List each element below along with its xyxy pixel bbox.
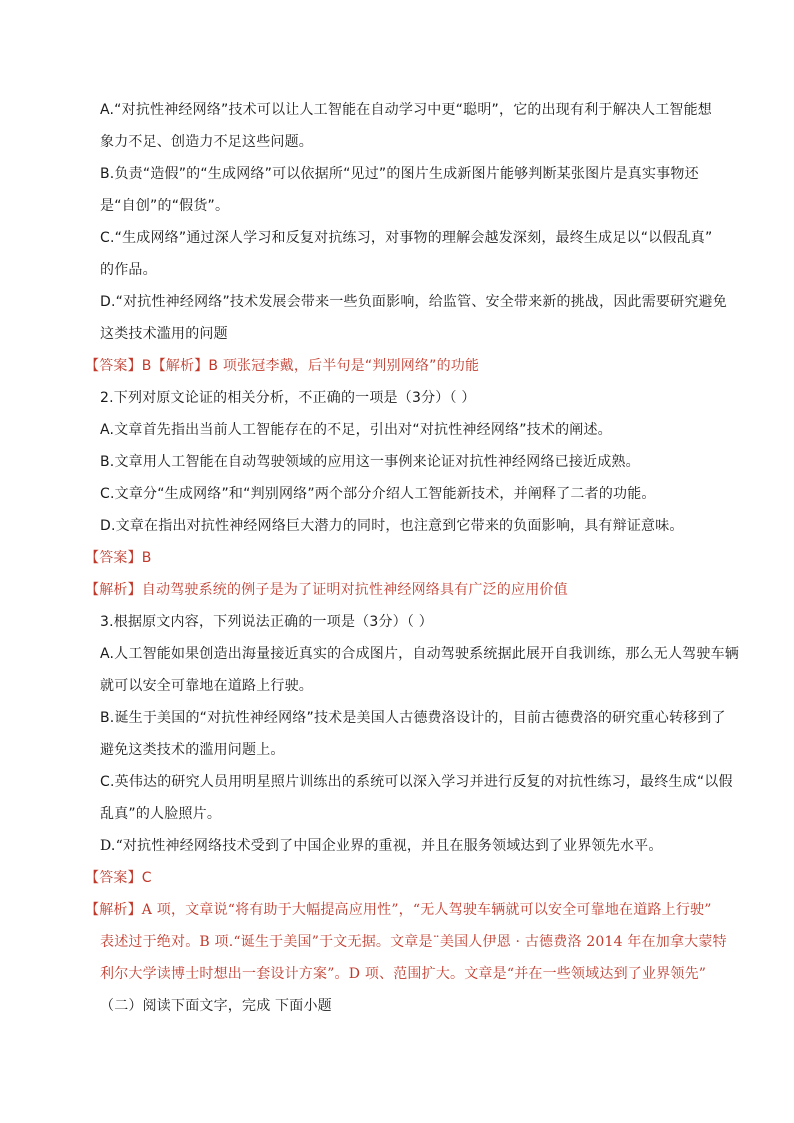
- q1-option-a-line2: 象力不足、创造力不足这些问题。: [100, 134, 313, 150]
- q2-analysis: 【解析】自动驾驶系统的例子是为了证明对抗性神经网络具有广泛的应用价值: [85, 582, 568, 598]
- q1-option-c-line1: C.“生成网络”通过深人学习和反复对抗练习，对事物的理解会越发深刻，最终生成足以“以假乱真”: [100, 230, 713, 246]
- q3-option-d: D.“对抗性神经网络技术受到了中国企业界的重视，并且在服务领域达到了业界领先水平。: [100, 838, 663, 854]
- q3-stem: 3.根据原文内容，下列说法正确的一项是（3分）（ ）: [100, 614, 433, 630]
- q3-analysis-line2: 表述过于绝对。B 项.“诞生于美国”于文无据。文章是¨美国人伊恩 · 古德费洛 2014 年在加拿大蒙特: [100, 934, 727, 950]
- q3-option-c-line1: C.英伟达的研究人员用明星照片训练出的系统可以深入学习并进行反复的对抗性练习，最终生成“以假: [100, 774, 733, 790]
- q2-option-a: A.文章首先指出当前人工智能存在的不足，引出对“对抗性神经网络”技术的阐述。: [100, 422, 612, 438]
- q3-option-c-line2: 乱真”的人脸照片。: [100, 806, 222, 822]
- q2-option-b: B.文章用人工智能在自动驾驶领域的应用这一事例来论证对抗性神经网络已接近成熟。: [100, 454, 640, 470]
- q3-option-b-line1: B.诞生于美国的“对抗性神经网络”技术是美国人古德费洛设计的，目前古德费洛的研究重心转移到了: [100, 710, 726, 726]
- q1-answer: 【答案】B【解析】B 项张冠李戴，后半句是“判别网络”的功能: [85, 358, 480, 374]
- q2-answer: 【答案】B: [85, 550, 152, 566]
- q3-answer: 【答案】C: [85, 870, 152, 886]
- q1-option-b-line1: B.负责“造假”的“生成网络”可以依据所“见过”的图片生成新图片能够判断某张图片是真实事物还: [100, 166, 699, 182]
- q3-option-a-line2: 就可以安全可靠地在道路上行驶。: [100, 678, 313, 694]
- q2-option-d: D.文章在指出对抗性神经网络巨大潜力的同时，也注意到它带来的负面影响，具有辩证意味。: [100, 518, 684, 534]
- q2-option-c: C.文章分“生成网络”和“判别网络”两个部分介绍人工智能新技术，并阐释了二者的功能。: [100, 486, 656, 502]
- q1-option-d-line1: D.“对抗性神经网络”技术发展会带来一些负面影响，给监管、安全带来新的挑战，因此需要研究避免: [100, 294, 727, 310]
- q1-option-b-line2: 是“自创”的“假货”。: [100, 198, 230, 214]
- q1-option-d-line2: 这类技术滥用的问题: [100, 326, 228, 342]
- q3-option-a-line1: A.人工智能如果创造出海量接近真实的合成图片，自动驾驶系统据此展开自我训练，那么无人驾驶车辆: [100, 646, 739, 662]
- q2-stem: 2.下列对原文论证的相关分析，不正确的一项是（3分）（ ）: [100, 390, 476, 406]
- q3-analysis-line3: 利尔大学读博士时想出一套设计方案”。D 项、范围扩大。文章是“并在一些领域达到了业界领先”: [100, 966, 707, 982]
- q1-option-a-line1: A.“对抗性神经网络”技术可以让人工智能在自动学习中更“聪明”，它的出现有利于解决人工智能想: [100, 102, 712, 118]
- q3-analysis-line1: 【解析】A 项，文章说“将有助于大幅提高应用性”，“无人驾驶车辆就可以安全可靠地在道路上行驶”: [85, 902, 712, 918]
- q1-option-c-line2: 的作品。: [100, 262, 157, 278]
- section-2-heading: （二）阅读下面文字，完成 下面小题: [100, 998, 332, 1014]
- q3-option-b-line2: 避免这类技术的滥用问题上。: [100, 742, 285, 758]
